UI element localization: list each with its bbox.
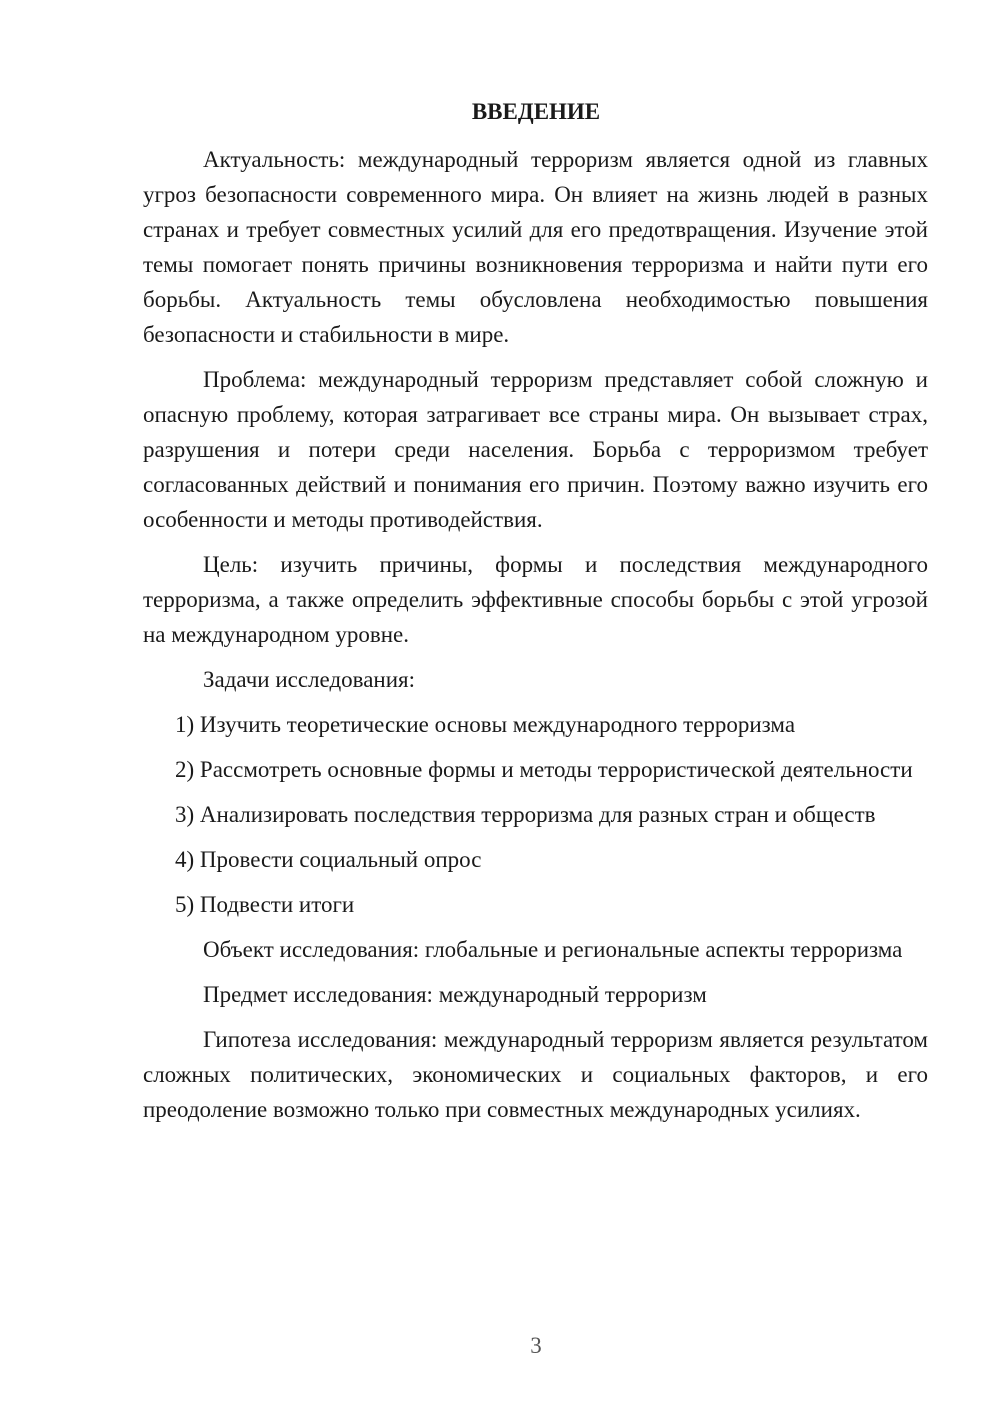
task-item-2: 2) Рассмотреть основные формы и методы террористической деятельности	[175, 757, 913, 782]
paragraph-tasks-heading: Задачи исследования:	[203, 667, 416, 692]
paragraph-goal: Цель: изучить причины, формы и последствия международного терроризма, а также определить эффективные способы борьбы с этой угрозой на международном уровне.	[143, 552, 928, 647]
task-item-1: 1) Изучить теоретические основы международного терроризма	[175, 712, 796, 737]
paragraph-subject: Предмет исследования: международный терроризм	[203, 982, 707, 1007]
task-item-5: 5) Подвести итоги	[175, 892, 355, 917]
page-title: ВВЕДЕНИЕ	[471, 99, 601, 124]
paragraph-object: Объект исследования: глобальные и региональные аспекты терроризма	[203, 937, 903, 962]
task-item-3: 3) Анализировать последствия терроризма для разных стран и обществ	[175, 802, 876, 827]
paragraph-relevance: Актуальность: международный терроризм является одной из главных угроз безопасности современного мира. Он влияет на жизнь людей в разных странах и требует совместных усилий для его предотвращения. Изучение этой темы помогает понять причины возникновения терроризма и найти пути его борьбы. Актуальность темы обусловлена необходимостью повышения безопасности и стабильности в мире.	[143, 147, 928, 347]
paragraph-hypothesis: Гипотеза исследования: международный терроризм является результатом сложных политических, экономических и социальных факторов, и его преодоление возможно только при совместных международных усилиях.	[143, 1027, 928, 1122]
body-text	[143, 142, 928, 1137]
task-item-4: 4) Провести социальный опрос	[175, 847, 482, 872]
page-number: 3	[530, 1333, 542, 1358]
paragraph-problem: Проблема: международный терроризм представляет собой сложную и опасную проблему, которая затрагивает все страны мира. Он вызывает страх, разрушения и потери среди населения. Борьба с терроризмом требует согласованных действий и понимания его причин. Поэтому важно изучить его особенности и методы противодействия.	[143, 367, 928, 532]
